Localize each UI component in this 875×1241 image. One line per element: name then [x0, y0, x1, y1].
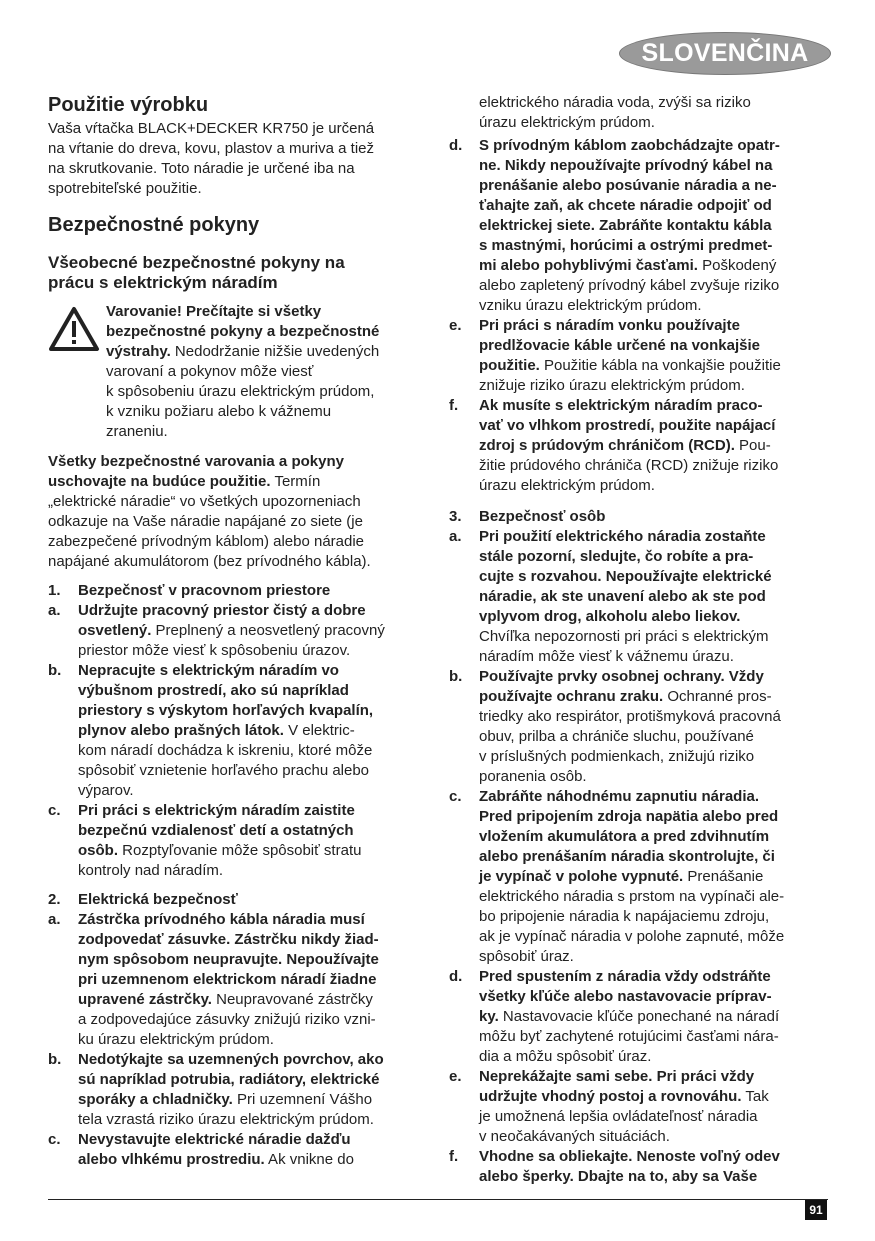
- text-line: [479, 627, 772, 647]
- list-item-text: [78, 801, 361, 881]
- text-line: [479, 336, 781, 356]
- bold-text: priestory s výskytom horľavých kvapalín,: [78, 702, 374, 719]
- regular-text: Termín: [270, 473, 321, 490]
- left-column: [48, 93, 433, 1170]
- regular-text: Rozptyľovanie môže spôsobiť stratu: [118, 842, 362, 859]
- text-line: [48, 552, 433, 572]
- text-line: [78, 1090, 384, 1110]
- bold-text: Pred pripojením zdroja napätia alebo pred: [479, 808, 779, 825]
- text-line: [78, 950, 379, 970]
- list-item: [449, 136, 839, 316]
- text-line: [106, 302, 379, 322]
- regular-text: k spôsobeniu úrazu elektrickým prúdom,: [106, 383, 375, 400]
- bold-text: uschovajte na budúce použitie.: [48, 473, 271, 490]
- text-line: [479, 747, 781, 767]
- text-line: [479, 567, 772, 587]
- paragraph: [48, 452, 433, 572]
- text-line: [78, 1050, 384, 1070]
- bold-text: Elektrická bezpečnosť: [78, 891, 238, 908]
- regular-text: Prenášanie: [683, 868, 764, 885]
- regular-text: Pou-: [734, 437, 771, 454]
- text-line: [479, 216, 780, 236]
- subsection-heading: [48, 253, 433, 293]
- list-item: [449, 787, 839, 967]
- text-line: [479, 527, 772, 547]
- text-line: [479, 967, 779, 987]
- bold-text: bezpečnú vzdialenosť detí a ostatných: [78, 822, 354, 839]
- regular-text: je umožnená lepšia ovládateľnosť náradia: [479, 1108, 758, 1125]
- language-badge: [619, 32, 831, 75]
- text-line: [78, 841, 361, 861]
- list-item-text: [78, 890, 238, 910]
- text-line: [106, 322, 379, 342]
- regular-text: k vzniku požiaru alebo k vážnemu: [106, 403, 332, 420]
- bold-text: Vhodne sa obliekajte. Nenoste voľný odev: [479, 1148, 780, 1165]
- list-item-label: 3.: [449, 508, 462, 525]
- text-line: [479, 396, 778, 416]
- text-line: [479, 887, 784, 907]
- regular-text: zraneniu.: [106, 423, 168, 440]
- text-line: [48, 159, 433, 179]
- list-item-text: [78, 581, 330, 601]
- list-item-label: e.: [449, 317, 462, 334]
- text-line: [106, 402, 379, 422]
- regular-text: ku úrazu elektrickým prúdom.: [78, 1031, 274, 1048]
- text-line: [48, 532, 433, 552]
- bold-text: sú napríklad potrubia, radiátory, elektrické: [78, 1071, 380, 1088]
- list-item-text: [78, 601, 385, 661]
- regular-text: v neočakávaných situáciách.: [479, 1128, 670, 1145]
- text-line: [78, 641, 385, 661]
- warning-icon: [48, 302, 106, 442]
- regular-text: úrazu elektrickým prúdom.: [479, 477, 655, 494]
- text-line: [479, 1127, 769, 1147]
- text-line: [78, 970, 379, 990]
- text-line: [479, 1047, 779, 1067]
- text-line: [479, 196, 780, 216]
- text-line: [479, 867, 784, 887]
- regular-text: Nastavovacie kľúče ponechané na náradí: [498, 1008, 780, 1025]
- text-line: [78, 621, 385, 641]
- text-line: [479, 647, 772, 667]
- text-line: [48, 512, 433, 532]
- text-line: [479, 707, 781, 727]
- regular-text: napájané akumulátorom (bez prívodného kábla).: [48, 553, 371, 570]
- bold-text: Používajte prvky osobnej ochrany. Vždy: [479, 668, 764, 685]
- section-heading: Použitie výrobku: [48, 94, 209, 116]
- list-item-label: b.: [449, 668, 463, 685]
- regular-text: elektrického náradia s prstom na vypínači ale-: [479, 888, 785, 905]
- list-item-text: [78, 661, 373, 801]
- bold-text: Nevystavujte elektrické náradie dažďu: [78, 1131, 351, 1148]
- list-item: [449, 93, 839, 133]
- text-line: [479, 907, 784, 927]
- bold-text: Bezpečnosť v pracovnom priestore: [78, 582, 331, 599]
- regular-text: úrazu elektrickým prúdom.: [479, 114, 655, 131]
- regular-text: a zodpovedajúce zásuvky znižujú riziko vzni-: [78, 1011, 376, 1028]
- regular-text: náradím môže viesť k vážnemu úrazu.: [479, 648, 734, 665]
- bold-text: cujte s rozvahou. Nepoužívajte elektrické: [479, 568, 772, 585]
- list-item: [48, 1130, 433, 1170]
- regular-text: Tak: [741, 1088, 769, 1105]
- list-item-text: [479, 1147, 780, 1187]
- regular-text: spôsobiť úraz.: [479, 948, 574, 965]
- text-line: [479, 727, 781, 747]
- regular-text: dia a môžu spôsobiť úraz.: [479, 1048, 652, 1065]
- text-line: [479, 256, 780, 276]
- list-item-text: [479, 507, 605, 527]
- list-item-text: [78, 910, 379, 1050]
- list-item-label: c.: [48, 1131, 61, 1148]
- text-line: [48, 472, 433, 492]
- text-line: [78, 1150, 354, 1170]
- text-line: [479, 847, 784, 867]
- text-line: [48, 139, 433, 159]
- text-line: [78, 861, 361, 881]
- regular-text: na skrutkovanie. Toto náradie je určené iba na: [48, 160, 355, 177]
- list-item-label: b.: [48, 662, 62, 679]
- regular-text: Nedodržanie nižšie uvedených: [170, 343, 380, 360]
- bold-text: vplyvom drog, alkoholu alebo liekov.: [479, 608, 741, 625]
- right-column: [449, 93, 839, 1187]
- bold-text: Ak musíte s elektrickým náradím praco-: [479, 397, 763, 414]
- regular-text: tela vzrastá riziko úrazu elektrickým prúdom.: [78, 1111, 374, 1128]
- regular-text: priestor môže viesť k spôsobeniu úrazov.: [78, 642, 351, 659]
- text-line: Všeobecné bezpečnostné pokyny na: [48, 253, 345, 272]
- text-line: [479, 767, 781, 787]
- text-line: [479, 156, 780, 176]
- bold-text: udržujte vhodný postoj a rovnováhu.: [479, 1088, 742, 1105]
- list-item: [48, 890, 433, 910]
- text-line: [479, 947, 784, 967]
- list-item: [449, 1067, 839, 1147]
- bold-text: bezpečnostné pokyny a bezpečnostné: [106, 323, 380, 340]
- regular-text: Ak vnikne do: [264, 1151, 354, 1168]
- text-line: [48, 492, 433, 512]
- regular-text: môžu byť zachytené rotujúcimi časťami nára-: [479, 1028, 779, 1045]
- text-line: [78, 910, 379, 930]
- list-item-label: d.: [449, 968, 463, 985]
- bold-text: náradie, ak ste unavení alebo ak ste pod: [479, 588, 766, 605]
- text-line: [106, 422, 379, 442]
- text-line: [479, 607, 772, 627]
- regular-text: výparov.: [78, 782, 134, 799]
- bold-text: mi alebo pohyblivými časťami.: [479, 257, 698, 274]
- list-item-label: [449, 93, 479, 133]
- bold-text: pri uzemnenom elektrickom náradí žiadne: [78, 971, 377, 988]
- bold-text: ne. Nikdy nepoužívajte prívodný kábel na: [479, 157, 773, 174]
- text-line: [479, 987, 779, 1007]
- text-line: [78, 990, 379, 1010]
- text-line: [479, 1087, 769, 1107]
- list-item: [449, 527, 839, 667]
- regular-text: zabezpečené prívodným káblom) alebo náradie: [48, 533, 365, 550]
- text-line: [479, 456, 778, 476]
- bold-text: Bezpečnosť osôb: [479, 508, 606, 525]
- bold-text: Pri práci s náradím vonku používajte: [479, 317, 740, 334]
- list-item: [449, 967, 839, 1067]
- list-item-text: [479, 787, 784, 967]
- text-line: [479, 667, 781, 687]
- text-line: [78, 741, 373, 761]
- bold-text: s mastnými, horúcimi a ostrými predmet-: [479, 237, 773, 254]
- bold-text: zodpovedať zásuvke. Zástrčku nikdy žiad-: [78, 931, 379, 948]
- section-heading: Bezpečnostné pokyny: [48, 214, 260, 236]
- list-item: [449, 316, 839, 396]
- list-item-text: [479, 527, 772, 667]
- list-item: [449, 1147, 839, 1187]
- text-line: [479, 376, 781, 396]
- bold-text: Všetky bezpečnostné varovania a pokyny: [48, 453, 344, 470]
- text-line: [78, 1110, 384, 1130]
- text-line: [78, 801, 361, 821]
- list-item-text: [479, 136, 780, 316]
- regular-text: Poškodený: [697, 257, 777, 274]
- text-line: [479, 296, 780, 316]
- list-item-label: f.: [449, 1148, 459, 1165]
- list-item: [48, 601, 433, 661]
- text-line: [479, 587, 772, 607]
- text-line: [78, 661, 373, 681]
- bold-text: elektrickej siete. Zabráňte kontaktu kábla: [479, 217, 772, 234]
- regular-text: v príslušných podmienkach, znižujú riziko: [479, 748, 755, 765]
- warning-block: [48, 302, 433, 442]
- list-item: [48, 581, 433, 601]
- list-item-text: [479, 93, 751, 133]
- list-item-label: c.: [449, 788, 462, 805]
- regular-text: Ochranné pros-: [663, 688, 772, 705]
- text-line: [48, 119, 433, 139]
- regular-text: žitie prúdového chrániča (RCD) znižuje riziko: [479, 457, 779, 474]
- regular-text: Vaša vŕtačka BLACK+DECKER KR750 je určená: [48, 120, 375, 137]
- bold-text: Neprekážajte sami sebe. Pri práci vždy: [479, 1068, 755, 1085]
- text-line: [479, 93, 751, 113]
- text-line: [479, 827, 784, 847]
- text-line: [48, 179, 433, 199]
- text-line: [479, 547, 772, 567]
- list-item: [48, 801, 433, 881]
- bold-text: vať vo vlhkom prostredí, použite napájací: [479, 417, 776, 434]
- warning-text: [106, 302, 379, 442]
- text-line: [479, 1107, 769, 1127]
- bold-text: alebo šperky. Dbajte na to, aby sa Vaše: [479, 1168, 758, 1185]
- text-line: [479, 476, 778, 496]
- bold-text: výbušnom prostredí, ako sú napríklad: [78, 682, 349, 699]
- text-line: [479, 416, 778, 436]
- text-line: [48, 452, 433, 472]
- text-line: [78, 1030, 379, 1050]
- text-line: [479, 1007, 779, 1027]
- list-item-label: 2.: [48, 891, 61, 908]
- text-line: [78, 1070, 384, 1090]
- text-line: [78, 761, 373, 781]
- regular-text: na vŕtanie do dreva, kovu, plastov a muriva a tiež: [48, 140, 375, 157]
- text-line: [106, 382, 379, 402]
- text-line: [479, 316, 781, 336]
- bold-text: je vypínač v polohe vypnuté.: [479, 868, 684, 885]
- regular-text: spôsobiť vznietenie horľavého prachu alebo: [78, 762, 370, 779]
- text-line: [479, 787, 784, 807]
- regular-text: V elektric-: [283, 722, 355, 739]
- regular-text: odkazuje na Vaše náradie napájané zo siete (je: [48, 513, 363, 530]
- regular-text: poranenia osôb.: [479, 768, 587, 785]
- list-item-text: [479, 667, 781, 787]
- list-item-text: [479, 316, 781, 396]
- text-line: [78, 821, 361, 841]
- regular-text: triedky ako respirátor, protišmyková pracovná: [479, 708, 781, 725]
- regular-text: znižuje riziko úrazu elektrickým prúdom.: [479, 377, 745, 394]
- bold-text: všetky kľúče alebo nastavovacie príprav-: [479, 988, 772, 1005]
- text-line: [479, 1067, 769, 1087]
- bold-text: používajte ochranu zraku.: [479, 688, 664, 705]
- regular-text: Preplnený a neosvetlený pracovný: [151, 622, 385, 639]
- text-line: [479, 1167, 780, 1187]
- list-item-label: f.: [449, 397, 459, 414]
- text-line: [479, 687, 781, 707]
- bold-text: sporáky a chladničky.: [78, 1091, 233, 1108]
- bold-text: Varovanie! Prečítajte si všetky: [106, 303, 322, 320]
- text-line: [78, 890, 238, 910]
- regular-text: spotrebiteľské použitie.: [48, 180, 202, 197]
- regular-text: bo pripojenie náradia k napájaciemu zdroju,: [479, 908, 770, 925]
- regular-text: alebo zapletený prívodný kábel zvyšuje riziko: [479, 277, 780, 294]
- text-line: [479, 276, 780, 296]
- text-line: [78, 681, 373, 701]
- bold-text: výstrahy.: [106, 343, 171, 360]
- regular-text: ak je vypínač náradia v polohe zapnuté, môže: [479, 928, 785, 945]
- text-line: [479, 507, 605, 527]
- regular-text: Pri uzemnení Vášho: [232, 1091, 373, 1108]
- page-number: 91: [805, 1200, 827, 1220]
- regular-text: vzniku úrazu elektrickým prúdom.: [479, 297, 702, 314]
- list-item-text: [479, 396, 778, 496]
- text-line: [106, 362, 379, 382]
- bold-text: predlžovacie káble určené na vonkajšie: [479, 337, 760, 354]
- bold-text: Pri práci s elektrickým náradím zaistite: [78, 802, 355, 819]
- bold-text: použitie.: [479, 357, 540, 374]
- list-item-label: b.: [48, 1051, 62, 1068]
- text-line: [479, 1027, 779, 1047]
- text-line: [78, 581, 330, 601]
- bold-text: Pred spustením z náradia vždy odstráňte: [479, 968, 771, 985]
- text-line: [479, 236, 780, 256]
- regular-text: „elektrické náradie“ vo všetkých upozorneniach: [48, 493, 361, 510]
- bold-text: prenášanie alebo posúvanie náradia a ne-: [479, 177, 777, 194]
- bold-text: alebo vlhkému prostrediu.: [78, 1151, 265, 1168]
- text-line: [106, 342, 379, 362]
- bold-text: stále pozorní, sledujte, čo robíte a pra-: [479, 548, 754, 565]
- bold-text: Nepracujte s elektrickým náradím vo: [78, 662, 339, 679]
- list-item-label: a.: [48, 602, 61, 619]
- regular-text: Použitie kábla na vonkajšie použitie: [539, 357, 781, 374]
- bold-text: ťahajte zaň, ak chcete náradie odpojiť od: [479, 197, 772, 214]
- bold-text: Zabráňte náhodnému zapnutiu náradia.: [479, 788, 760, 805]
- list-item-label: a.: [48, 911, 61, 928]
- text-line: [78, 930, 379, 950]
- bold-text: plynov alebo prašných látok.: [78, 722, 284, 739]
- text-line: [479, 176, 780, 196]
- bold-text: upravené zástrčky.: [78, 991, 212, 1008]
- list-item-text: [479, 967, 779, 1067]
- regular-text: varovaní a pokynov môže viesť: [106, 363, 314, 380]
- text-line: prácu s elektrickým náradím: [48, 273, 278, 292]
- regular-text: kontroly nad náradím.: [78, 862, 224, 879]
- text-line: [78, 601, 385, 621]
- text-line: [78, 781, 373, 801]
- text-line: [479, 136, 780, 156]
- bold-text: osvetlený.: [78, 622, 152, 639]
- text-line: [78, 701, 373, 721]
- list-item: [48, 661, 433, 801]
- regular-text: kom náradí dochádza k iskreniu, ktoré môže: [78, 742, 373, 759]
- list-item-text: [78, 1050, 384, 1130]
- list-item-label: d.: [449, 137, 463, 154]
- text-line: [479, 113, 751, 133]
- list-item-text: [78, 1130, 354, 1170]
- bold-text: ky.: [479, 1008, 499, 1025]
- text-line: [78, 1130, 354, 1150]
- bold-text: Nedotýkajte sa uzemnených povrchov, ako: [78, 1051, 384, 1068]
- list-item: [449, 667, 839, 787]
- text-line: [479, 356, 781, 376]
- text-line: [479, 807, 784, 827]
- list-item-label: a.: [449, 528, 462, 545]
- bold-text: Pri použití elektrického náradia zostaňte: [479, 528, 766, 545]
- list-item: [48, 910, 433, 1050]
- bold-text: Udržujte pracovný priestor čistý a dobre: [78, 602, 366, 619]
- bold-text: alebo prenášaním náradia skontrolujte, či: [479, 848, 775, 865]
- regular-text: Chvíľka nepozornosti pri práci s elektrickým: [479, 628, 769, 645]
- list-item: [449, 396, 839, 496]
- list-item: [48, 1050, 433, 1130]
- list-item-label: c.: [48, 802, 61, 819]
- bold-text: Zástrčka prívodného kábla náradia musí: [78, 911, 365, 928]
- bold-text: S prívodným káblom zaobchádzajte opatr-: [479, 137, 780, 154]
- text-line: [479, 927, 784, 947]
- list-item-label: 1.: [48, 582, 61, 599]
- language-label: SLOVENČINA: [641, 39, 809, 67]
- text-line: [78, 1010, 379, 1030]
- regular-text: Neupravované zástrčky: [211, 991, 373, 1008]
- list-item-label: e.: [449, 1068, 462, 1085]
- bold-text: zdroj s prúdovým chráničom (RCD).: [479, 437, 735, 454]
- text-line: [78, 721, 373, 741]
- text-line: [479, 1147, 780, 1167]
- paragraph: [48, 119, 433, 199]
- footer-divider: [48, 1199, 828, 1200]
- bold-text: osôb.: [78, 842, 118, 859]
- bold-text: vložením akumulátora a pred zdvihnutím: [479, 828, 770, 845]
- regular-text: elektrického náradia voda, zvýši sa riziko: [479, 94, 751, 111]
- list-item-text: [479, 1067, 769, 1147]
- bold-text: nym spôsobom neupravujte. Nepoužívajte: [78, 951, 379, 968]
- list-item: [449, 507, 839, 527]
- text-line: [479, 436, 778, 456]
- regular-text: obuv, prilba a chrániče sluchu, používané: [479, 728, 754, 745]
